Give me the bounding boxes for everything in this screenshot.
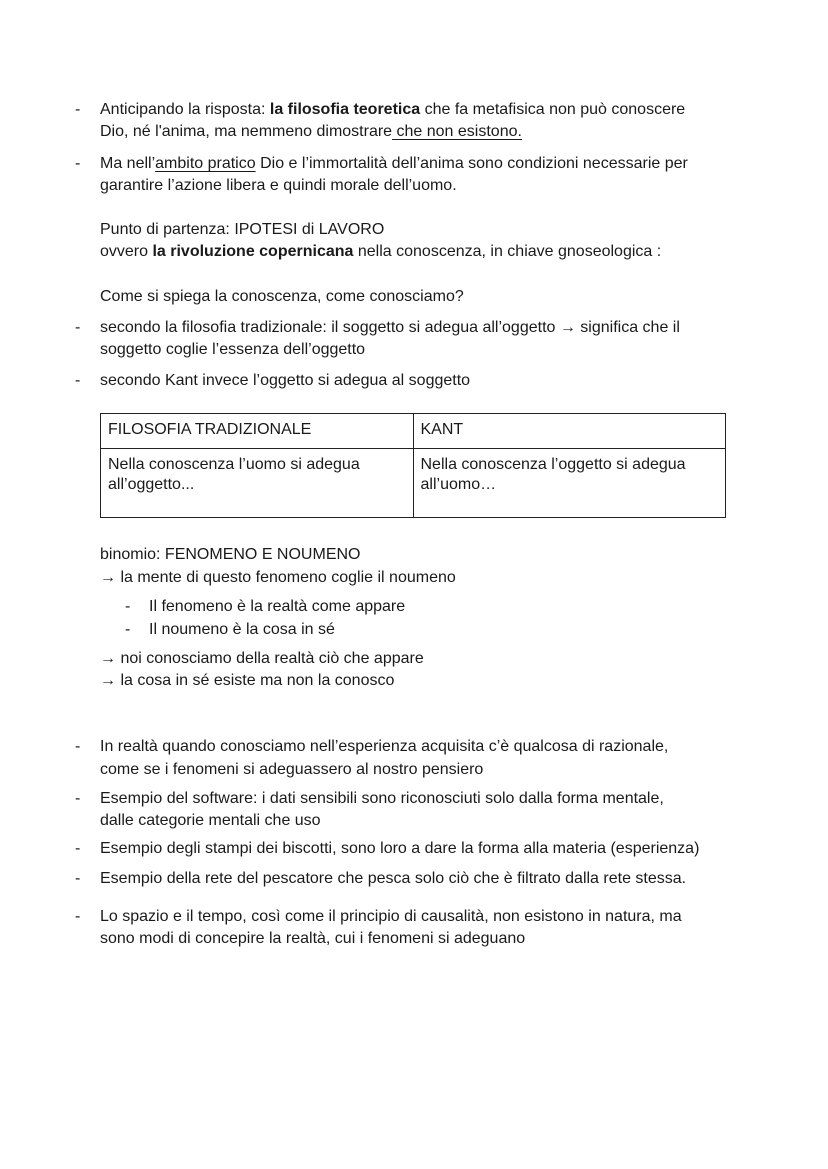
text-line: soggetto coglie l’essenza dell’oggetto	[100, 341, 366, 358]
arrow-line: → la cosa in sé esiste ma non la conosco	[100, 672, 395, 689]
text-span: ovvero	[100, 243, 153, 260]
bullet-dash: -	[75, 870, 81, 887]
text-line: Esempio della rete del pescatore che pesca solo ciò che è filtrato dalla rete stessa.	[100, 870, 687, 887]
text-span: Ma nell’	[100, 155, 156, 172]
text-line: dalle categorie mentali che uso	[100, 812, 321, 829]
text-line: Esempio degli stampi dei biscotti, sono loro a dare la forma alla materia (esperienza)	[100, 840, 700, 857]
bullet-dash: -	[75, 101, 81, 118]
table-header-row	[101, 414, 726, 449]
text-span: che fa metafisica non può conoscere	[420, 101, 686, 118]
bold-text: la rivoluzione copernicana	[152, 243, 354, 260]
table-header-cell: KANT	[413, 414, 726, 449]
arrow-line: → noi conosciamo della realtà ciò che appare	[100, 650, 424, 667]
text-line: Lo spazio e il tempo, così come il principio di causalità, non esistono in natura, ma	[100, 908, 682, 925]
underlined-text: ambito pratico	[155, 155, 256, 172]
table-header-cell: FILOSOFIA TRADIZIONALE	[101, 414, 414, 449]
question-line: Come si spiega la conoscenza, come conosciamo?	[100, 288, 464, 305]
text-span: Anticipando la risposta:	[100, 101, 270, 118]
text-span: nella conoscenza, in chiave gnoseologica :	[353, 243, 662, 260]
table-row	[101, 449, 726, 518]
sub-bullet-dash: -	[125, 621, 131, 638]
starting-point-line: Punto di partenza: IPOTESI di LAVORO	[100, 221, 385, 238]
text-span: Dio, né l'anima, ma nemmeno dimostrare	[100, 123, 393, 140]
cell-line: Nella conoscenza l’oggetto si adegua	[420, 456, 686, 473]
bullet-dash: -	[75, 155, 81, 172]
cell-line: Nella conoscenza l’uomo si adegua	[108, 456, 360, 473]
text-line	[100, 121, 522, 143]
bullet-dash: -	[75, 908, 81, 925]
text-line: secondo Kant invece l’oggetto si adegua al soggetto	[100, 372, 471, 389]
table-cell	[413, 449, 726, 518]
bullet-dash: -	[75, 372, 81, 389]
sub-bullet-text: Il noumeno è la cosa in sé	[149, 621, 335, 638]
arrow-line: → la mente di questo fenomeno coglie il noumeno	[100, 569, 456, 586]
bullet-dash: -	[75, 738, 81, 755]
text-line	[100, 99, 685, 121]
text-line	[100, 153, 688, 175]
text-span: Dio e l’immortalità dell’anima sono condizioni necessarie per	[255, 155, 688, 172]
bullet-dash: -	[75, 319, 81, 336]
comparison-table	[100, 413, 726, 518]
text-line: In realtà quando conosciamo nell’esperienza acquisita c’è qualcosa di razionale,	[100, 738, 669, 755]
bold-text: la filosofia teoretica	[269, 101, 421, 118]
underlined-text: che non esistono.	[392, 123, 522, 140]
copernican-line	[100, 241, 661, 263]
text-line: garantire l’azione libera e quindi morale dell’uomo.	[100, 177, 457, 194]
bullet-dash: -	[75, 840, 81, 857]
text-line: come se i fenomeni si adeguassero al nostro pensiero	[100, 761, 484, 778]
cell-line: all’uomo…	[420, 476, 497, 493]
text-line: sono modi di concepire la realtà, cui i fenomeni si adeguano	[100, 930, 526, 947]
bullet-dash: -	[75, 790, 81, 807]
text-line: secondo la filosofia tradizionale: il soggetto si adegua all’oggetto → significa che il	[100, 319, 680, 336]
sub-bullet-text: Il fenomeno è la realtà come appare	[149, 598, 406, 615]
table-cell	[101, 449, 414, 518]
text-line: Esempio del software: i dati sensibili sono riconosciuti solo dalla forma mentale,	[100, 790, 664, 807]
sub-bullet-dash: -	[125, 598, 131, 615]
cell-line: all’oggetto...	[108, 476, 195, 493]
binomio-title: binomio: FENOMENO E NOUMENO	[100, 546, 361, 563]
